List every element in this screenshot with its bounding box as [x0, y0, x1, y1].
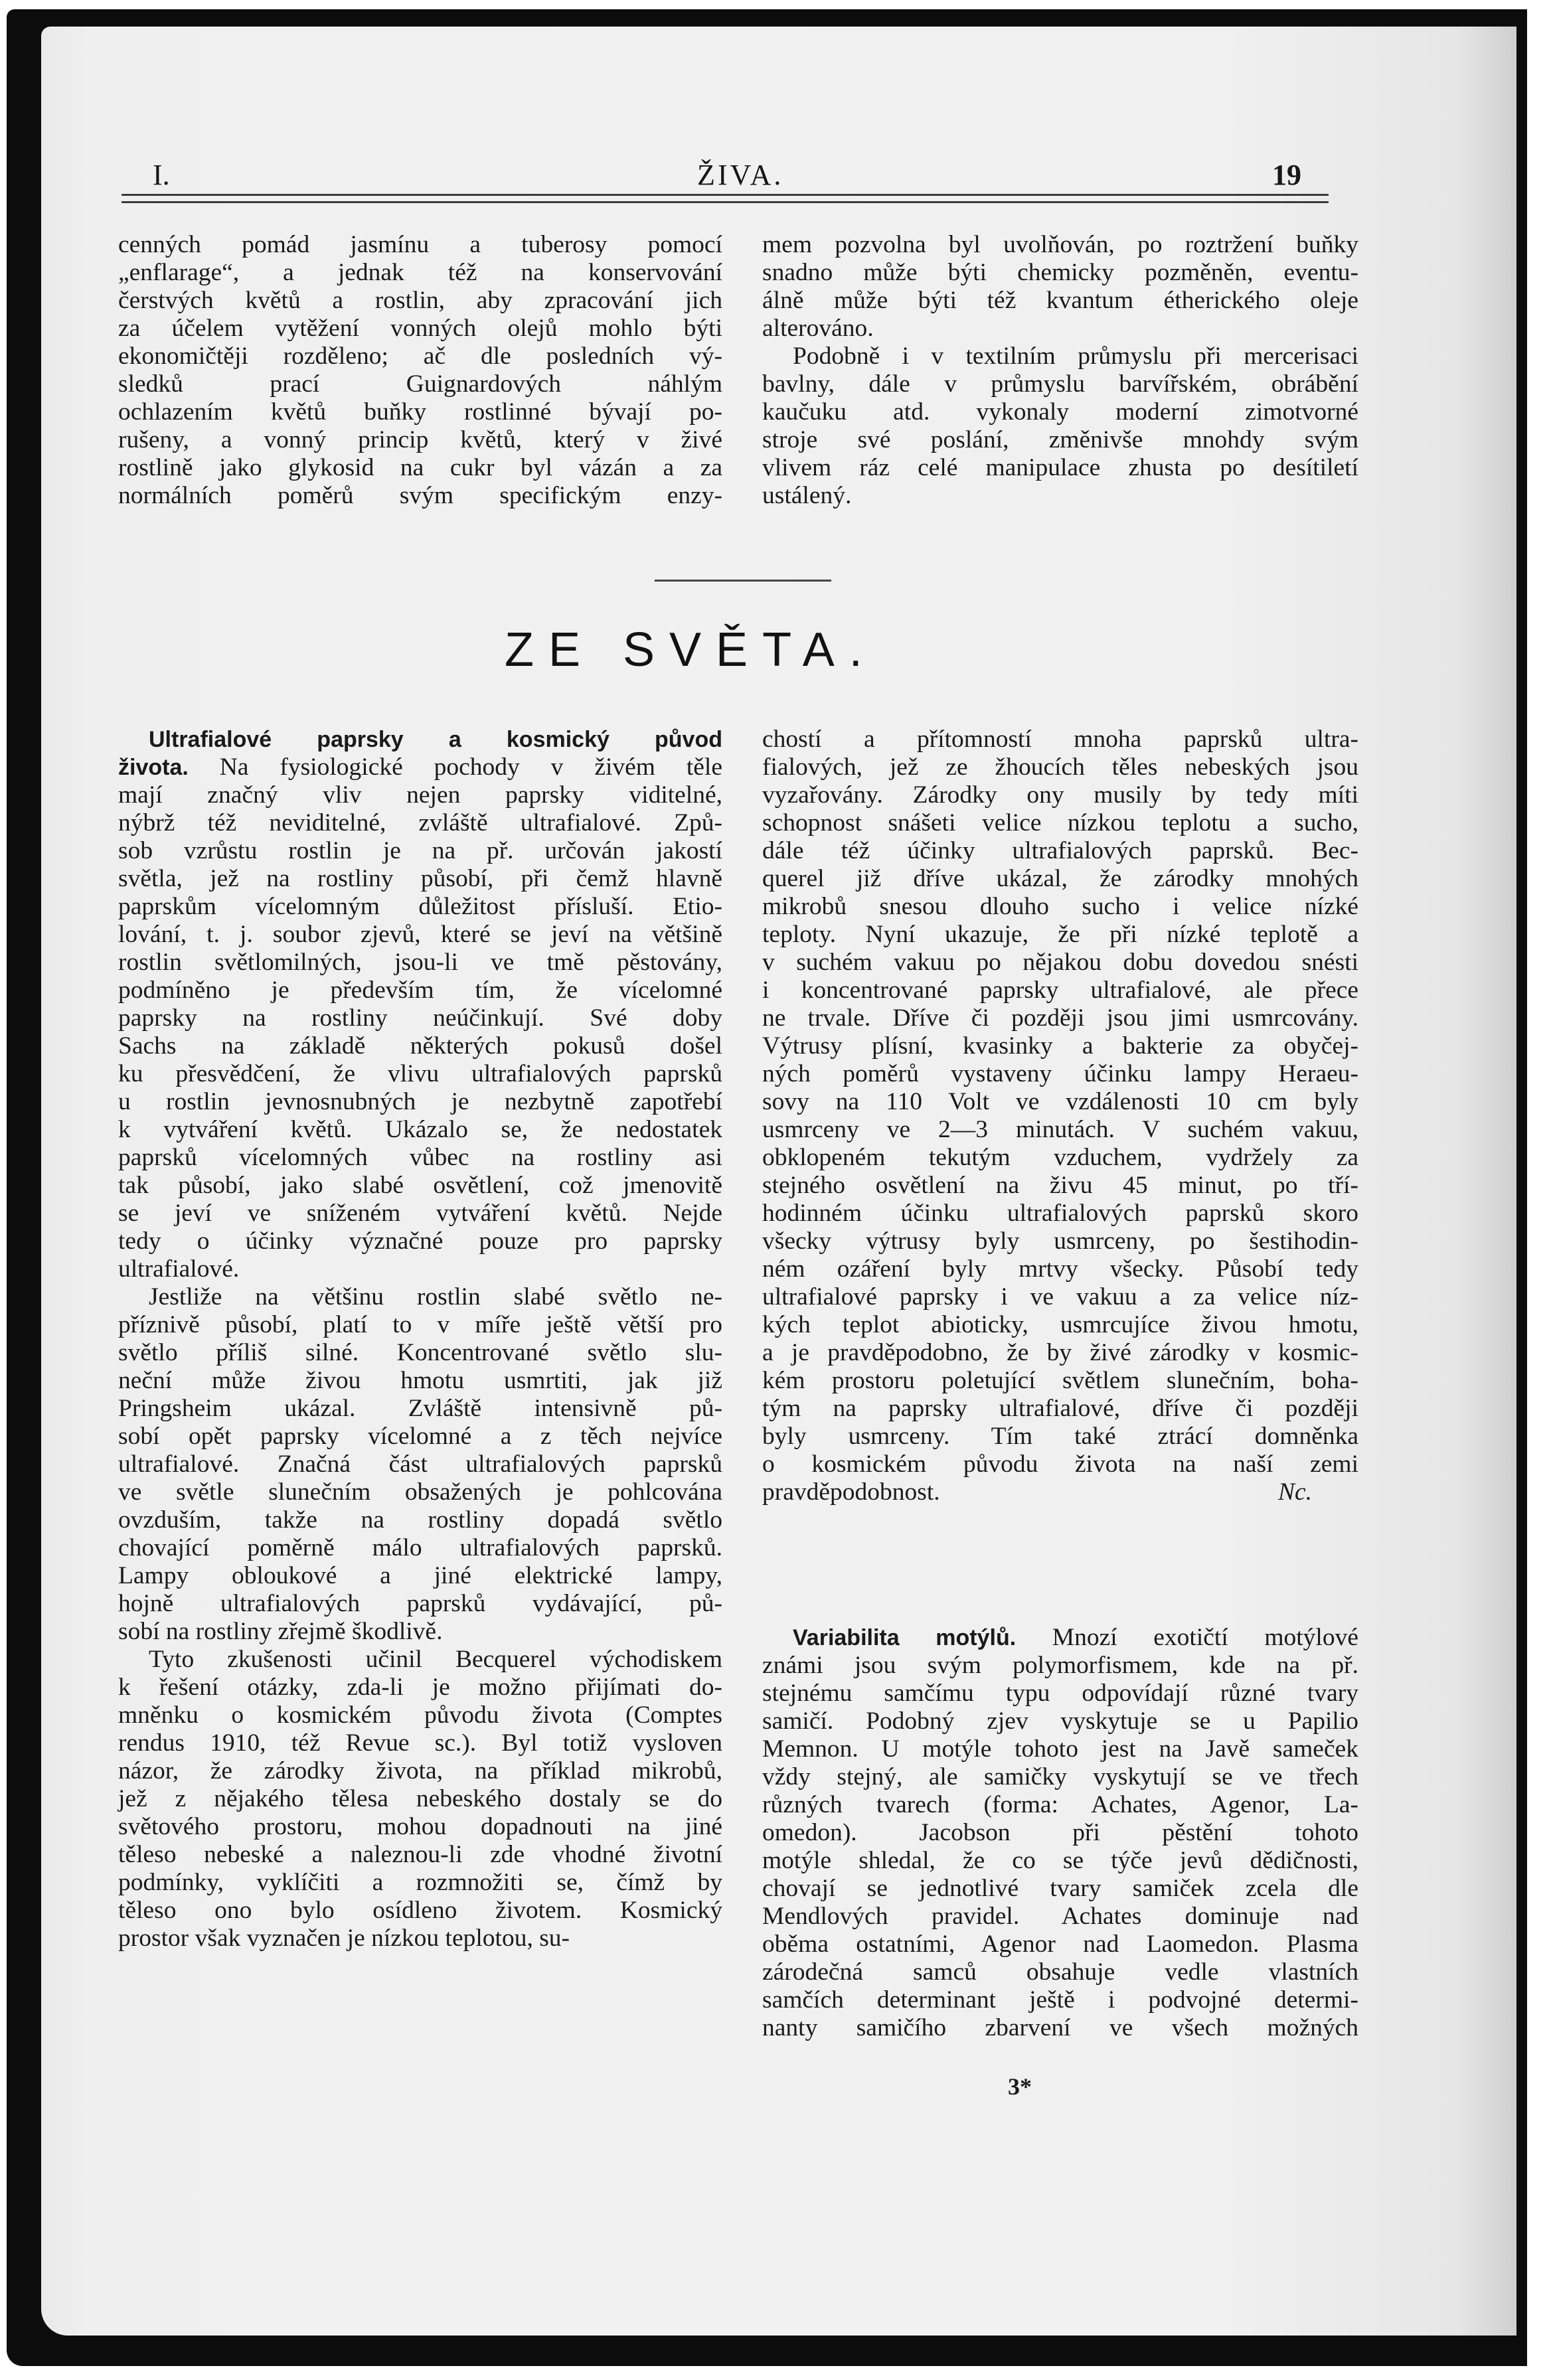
article-ultrafialove-right-column	[762, 726, 1358, 1506]
text-line: ekonomičtěji rozděleno; ač dle posledních vý-	[118, 343, 722, 370]
section-divider	[655, 580, 831, 582]
text-line: i koncentrované paprsky ultrafialové, ale přece	[762, 977, 1358, 1004]
text-line: podmíněno je především tím, že vícelomné	[118, 977, 722, 1004]
text-line: v suchém vakuu po nějakou dobu dovedou snésti	[762, 949, 1358, 976]
text-line: zárodečná samců obsahuje vedle vlastních	[762, 1958, 1358, 1986]
text-line	[118, 726, 722, 754]
text-line: se jeví ve sníženém vytváření květů. Nejde	[118, 1200, 722, 1227]
text-line: ultrafialové.	[118, 1255, 240, 1283]
article-ultrafialove-left-column	[118, 726, 722, 1952]
text-line: sledků prací Guignardových náhlým	[118, 370, 722, 398]
text-line: álně může býti též kvantum étherického oleje	[762, 287, 1358, 314]
text-line: dále též účinky ultrafialových paprsků. Bec-	[762, 837, 1358, 864]
text-line: Podobně i v textilním průmyslu při mercerisaci	[793, 343, 1358, 370]
text-line: života. Na fysiologické pochody v živém těle	[118, 754, 722, 781]
text-line: oběma ostatními, Agenor nad Laomedon. Plasma	[762, 1931, 1358, 1958]
text-line: nanty samičího zbarvení ve všech možných	[762, 2014, 1358, 2041]
text-line: stejnému samčímu typu odpovídají různé tvary	[762, 1680, 1358, 1707]
text-line: Jestliže na většinu rostlin slabé světlo ne-	[149, 1283, 722, 1310]
continuation-left-column	[118, 231, 722, 510]
text-line: nýbrž též neviditelné, zvláště ultrafialové. Způ-	[118, 809, 722, 836]
text-line: k řešení otázky, zda-li je možno přijímati do-	[118, 1674, 722, 1701]
text-line: chostí a přítomností mnoha paprsků ultra-	[762, 726, 1358, 753]
text-line: kém prostoru poletující světlem slunečním, boha-	[762, 1367, 1358, 1394]
text-line: bavlny, dále v průmyslu barvířském, obrábění	[762, 370, 1358, 398]
text-line: světlo příliš silné. Koncentrované světlo slu-	[118, 1339, 722, 1366]
text-line: světového prostoru, mohou dopadnouti na jiné	[118, 1813, 722, 1840]
text-line: Sachs na základě některých pokusů došel	[118, 1032, 722, 1060]
text-line: hojně ultrafialových paprsků vydávající, pů-	[118, 1590, 722, 1617]
page-number: 19	[1272, 159, 1301, 191]
text-line: Mendlových pravidel. Achates dominuje nad	[762, 1903, 1358, 1930]
text-line: sobí opět paprsky vícelomné a z těch nejvíce	[118, 1423, 722, 1450]
text-line: známi jsou svým polymorfismem, kde na př.	[762, 1652, 1358, 1679]
text-line: Lampy obloukové a jiné elektrické lampy,	[118, 1562, 722, 1589]
text-line: fialových, jež ze žhoucích těles nebeských jsou	[762, 754, 1358, 781]
text-line: jež z nějakého tělesa nebeského dostaly se do	[118, 1785, 722, 1812]
text-line: rendus 1910, též Revue sc.). Byl totiž vysloven	[118, 1729, 722, 1757]
text-line: mem pozvolna byl uvolňován, po roztržení buňky	[762, 231, 1358, 258]
text-line: u rostlin jevnosnubných je nezbytně zapotřebí	[118, 1088, 722, 1115]
text-line: ochlazením květů buňky rostlinné bývají po-	[118, 398, 722, 426]
text-line: teploty. Nyní ukazuje, že při nízké teplotě a	[762, 921, 1358, 948]
text-line: všecky výtrusy byly usmrceny, po šestihodin-	[762, 1228, 1358, 1255]
text-line: neční může živou hmotu usmrtiti, jak již	[118, 1367, 722, 1394]
text-line: prostor však vyznačen je nízkou teplotou, su-	[118, 1925, 570, 1952]
text-line: rostlin světlomilných, jsou-li ve tmě pěstovány,	[118, 949, 722, 976]
signature-mark: 3*	[1008, 2073, 1032, 2100]
text-line: tedy o účinky význačné pouze pro paprsky	[118, 1228, 722, 1255]
text-line: paprsků vícelomných vůbec na rostliny asi	[118, 1144, 722, 1171]
text-line: názor, že zárodky života, na příklad mikrobů,	[118, 1757, 722, 1785]
journal-title: ŽIVA.	[697, 159, 784, 191]
text-line: Výtrusy plísní, kvasinky a bakterie za obyčej-	[762, 1032, 1358, 1060]
article-heading: života.	[118, 755, 189, 780]
text-line: chovající poměrně málo ultrafialových paprsků.	[118, 1534, 722, 1561]
text-line: a je pravděpodobno, že by živé zárodky v kosmic-	[762, 1339, 1358, 1366]
text-line: kaučuku atd. vykonaly moderní zimotvorné	[762, 398, 1358, 426]
text-line: těleso ono bylo osídleno životem. Kosmický	[118, 1897, 722, 1924]
text-line: obklopeném tekutým vzduchem, vydržely za	[762, 1144, 1358, 1171]
header-double-rule	[122, 194, 1329, 203]
text-line: paprskům vícelomným důležitost přísluší. Etio-	[118, 893, 722, 920]
article-heading: Variabilita motýlů.	[793, 1625, 1017, 1650]
text-line: sovy na 110 Volt ve vzdálenosti 10 cm byly	[762, 1088, 1358, 1115]
text-line: motýle shledal, že co se týče jevů dědičnosti,	[762, 1847, 1358, 1874]
text-line: rušeny, a vonný princip květů, který v živé	[118, 426, 722, 453]
text-line: ultrafialové paprsky i ve vakuu a za velice níz-	[762, 1283, 1358, 1310]
text-line: Memnon. U motýle tohoto jest na Javě sameček	[762, 1735, 1358, 1763]
text-line: Tyto zkušenosti učinil Becquerel východiskem	[149, 1646, 722, 1673]
text-line: ve světle slunečním obsažených je pohlcována	[118, 1478, 722, 1506]
text-line: stroje své poslání, změnivše mnohdy svým	[762, 426, 1358, 453]
text-line: světla, jež na rostliny působí, při čemž hlavně	[118, 865, 722, 892]
text-line: stejného osvětlení na živu 45 minut, po tří-	[762, 1172, 1358, 1199]
text-line: vyzařovány. Zárodky ony musily by tedy míti	[762, 781, 1358, 809]
text-line: chovají se jednotlivé tvary samiček zcela dle	[762, 1875, 1358, 1902]
text-line: hodinném účinku ultrafialových paprsků skoro	[762, 1200, 1358, 1227]
text-line: Variabilita motýlů. Mnozí exotičtí motýlové	[793, 1624, 1358, 1651]
author-signature: Nc.	[1277, 1478, 1312, 1506]
text-line: kých teplot abioticky, usmrcujíce živou hmotu,	[762, 1311, 1358, 1338]
text-line: ultrafialové. Značná část ultrafialových paprsků	[118, 1451, 722, 1478]
text-line: ném ozáření byly mrtvy všecky. Působí tedy	[762, 1255, 1358, 1283]
article-heading: Ultrafialové paprsky a kosmický původ	[149, 727, 722, 752]
text-line: vlivem ráz celé manipulace zhusta po desítiletí	[762, 454, 1358, 481]
text-line: tým na paprsky ultrafialové, dříve či později	[762, 1395, 1358, 1422]
article-variabilita-column	[762, 1624, 1358, 2042]
text-line: omedon). Jacobson při pěstění tohoto	[762, 1819, 1358, 1846]
text-line: mněnku o kosmickém původu života (Comptes	[118, 1702, 722, 1729]
text-line: k vytváření květů. Ukázalo se, že nedostatek	[118, 1116, 722, 1143]
text-line: ustálený.	[762, 482, 852, 509]
text-line: za účelem vytěžení vonných olejů mohlo býti	[118, 315, 722, 342]
text-line: paprsky na rostliny neúčinkují. Své doby	[118, 1004, 722, 1032]
text-line: podmínky, vyklíčiti a rozmnožiti se, čímž by	[118, 1869, 722, 1896]
text-line: o kosmickém původu života na naší zemi	[762, 1451, 1358, 1478]
text-line: „enflarage“, a jednak též na konservování	[118, 259, 722, 286]
text-line: ku přesvědčení, že vlivu ultrafialových paprsků	[118, 1060, 722, 1087]
text-line: lování, t. j. soubor zjevů, které se jeví na většině	[118, 921, 722, 948]
text-line: alterováno.	[762, 315, 874, 342]
text-line: mají značný vliv nejen paprsky viditelné,	[118, 781, 722, 809]
text-line: querel již dříve ukázal, že zárodky mnohých	[762, 865, 1358, 892]
text-line: tak působí, jako slabé osvětlení, což jmenovitě	[118, 1172, 722, 1199]
text-line: ovzduším, takže na rostliny dopadá světlo	[118, 1506, 722, 1534]
text-line: sobí na rostliny zřejmě škodlivě.	[118, 1618, 443, 1645]
text-line: normálních poměrů svým specifickým enzy-	[118, 482, 722, 509]
text-line: čerstvých květů a rostlin, aby zpracování jich	[118, 287, 722, 314]
text-line: snadno může býti chemicky pozměněn, eventu-	[762, 259, 1358, 286]
text-line: rostlině jako glykosid na cukr byl vázán a za	[118, 454, 722, 481]
text-line: ne trvale. Dříve či později jsou jimi usmrcovány.	[762, 1004, 1358, 1032]
text-line: různých tvarech (forma: Achates, Agenor, La-	[762, 1791, 1358, 1818]
text-line: cenných pomád jasmínu a tuberosy pomocí	[118, 231, 722, 258]
text-line: pravděpodobnost.	[762, 1478, 940, 1506]
text-line: sob vzrůstu rostlin je na př. určován jakostí	[118, 837, 722, 864]
text-line: usmrceny ve 2—3 minutách. V suchém vakuu,	[762, 1116, 1358, 1143]
text-line: schopnost snášeti velice nízkou teplotu a sucho,	[762, 809, 1358, 836]
running-head	[106, 158, 1301, 198]
text-line: příznivě působí, platí to v míře ještě větší pro	[118, 1311, 722, 1338]
text-line: Pringsheim ukázal. Zvláště intensivně pů-	[118, 1395, 722, 1422]
section-title: ZE SVĚTA.	[505, 623, 877, 676]
text-line: byly usmrceny. Tím také ztrácí domněnka	[762, 1423, 1358, 1450]
text-line: vždy stejný, ale samičky vyskytují se ve třech	[762, 1763, 1358, 1790]
text-line: mikrobů snesou dlouho sucho i velice nízké	[762, 893, 1358, 920]
text-line: ných poměrů vystaveny účinku lampy Heraeu-	[762, 1060, 1358, 1087]
continuation-right-column	[762, 231, 1358, 510]
text-line: samičí. Podobný zjev vyskytuje se u Papilio	[762, 1707, 1358, 1735]
text-line: samčích determinant ještě i podvojné determi-	[762, 1986, 1358, 2014]
volume-number: I.	[153, 159, 170, 191]
text-line: těleso nebeské a naleznou-li zde vhodné životní	[118, 1841, 722, 1868]
